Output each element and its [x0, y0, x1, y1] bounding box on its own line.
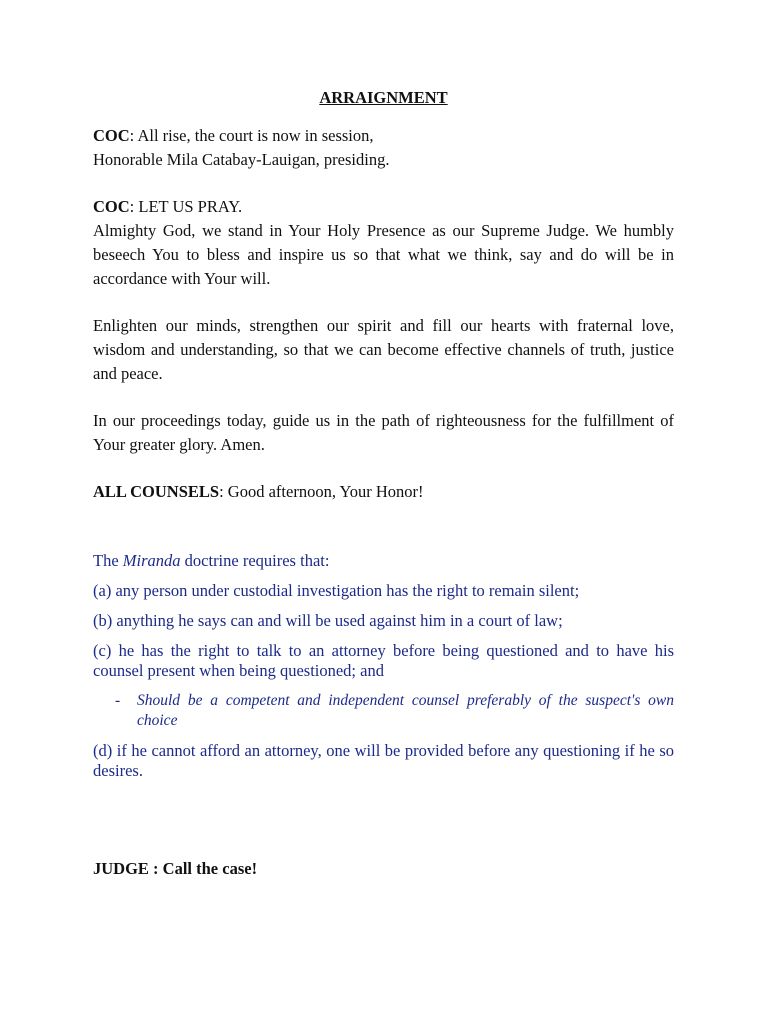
- miranda-intro-pre: The: [93, 551, 123, 570]
- prayer-paragraph-1: Almighty God, we stand in Your Holy Presence as our Supreme Judge. We humbly beseech You to bless and inspire us so that what we think, say and do will be in accordance with Your will.: [93, 221, 674, 288]
- counsels-line: [93, 480, 674, 504]
- miranda-section: [93, 551, 674, 781]
- miranda-item-d: (d) if he cannot afford an attorney, one will be provided before any questioning if he so desires.: [93, 741, 674, 780]
- document-title: ARRAIGNMENT: [319, 88, 448, 107]
- judge-line: JUDGE : Call the case!: [93, 859, 258, 878]
- coc-speaker-label-2: COC: [93, 197, 130, 216]
- miranda-intro-post: doctrine requires that:: [180, 551, 330, 570]
- coc-session-text: : All rise, the court is now in session,: [129, 126, 374, 145]
- prayer-paragraph-3: In our proceedings today, guide us in the path of righteousness for the fulfillment of Your greater glory. Amen.: [93, 411, 674, 454]
- miranda-item-c: (c) he has the right to talk to an attorney before being questioned and to have his counsel present when being questioned; and: [93, 641, 674, 680]
- coc-presiding-line: Honorable Mila Catabay-Lauigan, presiding.: [93, 150, 390, 169]
- counsels-text: : Good afternoon, Your Honor!: [219, 482, 424, 501]
- miranda-intro-italic: Miranda: [122, 551, 181, 570]
- prayer-paragraph-2: Enlighten our minds, strengthen our spirit and fill our hearts with fraternal love, wisdom and understanding, so that we can become effective channels of truth, justice and peace.: [93, 316, 674, 383]
- coc-speaker-label: COC: [93, 126, 130, 145]
- miranda-dash-note: [93, 691, 674, 731]
- counsels-speaker-label: ALL COUNSELS: [93, 482, 220, 501]
- miranda-item-a: (a) any person under custodial investigation has the right to remain silent;: [93, 581, 580, 600]
- dash-note-text: Should be a competent and independent counsel preferably of the suspect's own choice: [137, 692, 674, 729]
- coc-pray-line: [93, 195, 674, 219]
- dash-bullet: -: [115, 692, 121, 709]
- coc-pray-text: : LET US PRAY.: [129, 197, 243, 216]
- coc-session-line: [93, 124, 674, 148]
- miranda-intro: [93, 551, 674, 571]
- document-page: [93, 86, 674, 881]
- miranda-item-b: (b) anything he says can and will be used against him in a court of law;: [93, 611, 563, 630]
